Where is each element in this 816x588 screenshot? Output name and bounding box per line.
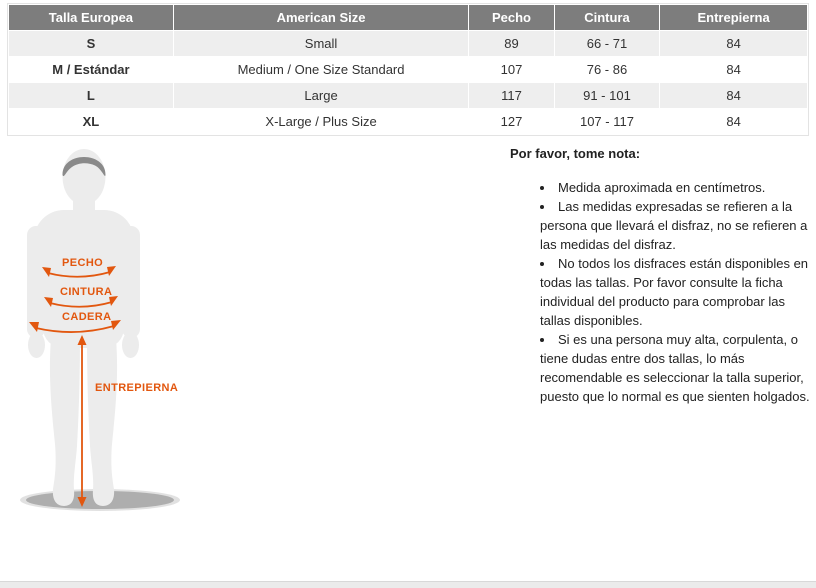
cell-inseam: 84 <box>660 83 807 108</box>
size-chart-table <box>8 4 808 135</box>
left-leg <box>50 338 80 506</box>
column-header-talla-europea: Talla Europea <box>9 5 173 30</box>
table-header-row <box>9 5 807 30</box>
notes-section <box>510 146 812 406</box>
cell-chest: 117 <box>469 83 553 108</box>
column-header-pecho: Pecho <box>469 5 553 30</box>
cell-chest: 107 <box>469 57 553 82</box>
body-silhouette-graphic <box>18 146 182 514</box>
cell-size-eu: L <box>9 83 173 108</box>
cell-size-eu: M / Estándar <box>9 57 173 82</box>
right-hand <box>122 332 139 358</box>
right-leg <box>87 338 117 506</box>
cell-size-us: Small <box>174 31 468 56</box>
cell-size-eu: S <box>9 31 173 56</box>
cell-waist: 107 - 117 <box>555 109 660 134</box>
table-row-s <box>9 31 807 56</box>
note-item: • Las medidas expresadas se refieren a la persona que llevará el disfraz, no se refieren a las medidas del disfraz. <box>540 197 812 254</box>
cell-chest: 127 <box>469 109 553 134</box>
table-row-l <box>9 83 807 108</box>
notes-list <box>510 178 812 406</box>
note-item: • No todos los disfraces están disponibles en todas las tallas. Por favor consulte la ficha individual del producto para comprobar las tallas disponibles. <box>540 254 812 330</box>
table-row-xl <box>9 109 807 134</box>
note-item: • Si es una persona muy alta, corpulenta, o tiene dudas entre dos tallas, lo más recomendable es seleccionar la talla superior, puesto que lo normal es que sienten holgados. <box>540 330 812 406</box>
cell-waist: 76 - 86 <box>555 57 660 82</box>
body-silhouette <box>27 149 140 506</box>
label-cintura: CINTURA <box>60 286 113 298</box>
column-header-cintura: Cintura <box>555 5 660 30</box>
label-entrepierna: ENTREPIERNA <box>95 382 179 394</box>
label-pecho: PECHO <box>62 257 104 269</box>
cell-size-us: Medium / One Size Standard <box>174 57 468 82</box>
cell-inseam: 84 <box>660 31 807 56</box>
cell-chest: 89 <box>469 31 553 56</box>
column-header-american-size: American Size <box>174 5 468 30</box>
cell-waist: 91 - 101 <box>555 83 660 108</box>
table-row-m <box>9 57 807 82</box>
column-header-entrepierna: Entrepierna <box>660 5 807 30</box>
cell-size-eu: XL <box>9 109 173 134</box>
cell-waist: 66 - 71 <box>555 31 660 56</box>
note-item: • Medida aproximada en centímetros. <box>540 178 812 197</box>
cell-inseam: 84 <box>660 57 807 82</box>
left-hand <box>28 332 45 358</box>
notes-heading: Por favor, tome nota: <box>510 146 641 161</box>
cell-inseam: 84 <box>660 109 807 134</box>
body-measurement-diagram <box>18 146 182 514</box>
size-chart-container <box>7 3 809 136</box>
label-cadera: CADERA <box>62 311 112 323</box>
cell-size-us: X-Large / Plus Size <box>174 109 468 134</box>
cell-size-us: Large <box>174 83 468 108</box>
horizontal-scrollbar[interactable] <box>0 581 816 588</box>
